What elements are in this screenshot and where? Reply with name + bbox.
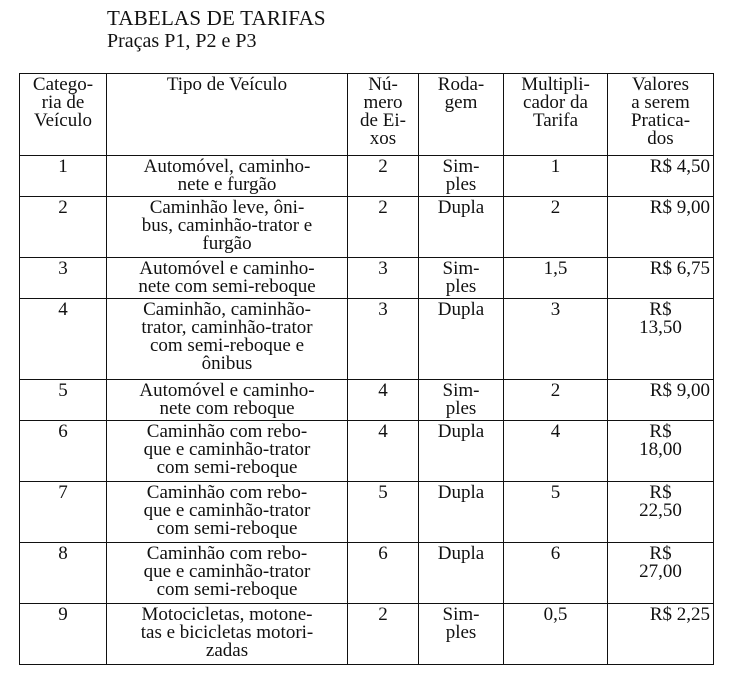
- table-header-row: [20, 74, 714, 156]
- cell-categoria: 6: [20, 421, 107, 482]
- cell-multiplicador: 2: [504, 380, 608, 421]
- page-subtitle: Praças P1, P2 e P3: [107, 30, 257, 52]
- cell-valor: R$ 22,50: [608, 482, 714, 543]
- cell-valor: R$ 9,00: [608, 197, 714, 258]
- cell-eixos: 2: [348, 156, 419, 197]
- cell-rodagem: Sim- ples: [419, 156, 504, 197]
- cell-rodagem: Sim- ples: [419, 258, 504, 299]
- table-row: [20, 543, 714, 604]
- cell-eixos: 5: [348, 482, 419, 543]
- cell-eixos: 4: [348, 380, 419, 421]
- table-row: [20, 299, 714, 380]
- cell-categoria: 5: [20, 380, 107, 421]
- table-row: [20, 482, 714, 543]
- cell-tipo: Caminhão com rebo- que e caminhão-trator com semi-reboque: [107, 543, 348, 604]
- cell-tipo: Caminhão leve, ôni- bus, caminhão-trator e furgão: [107, 197, 348, 258]
- table-row: [20, 380, 714, 421]
- table-row: [20, 421, 714, 482]
- cell-rodagem: Dupla: [419, 197, 504, 258]
- cell-rodagem: Sim- ples: [419, 604, 504, 665]
- cell-eixos: 3: [348, 299, 419, 380]
- cell-rodagem: Dupla: [419, 543, 504, 604]
- cell-categoria: 3: [20, 258, 107, 299]
- cell-eixos: 3: [348, 258, 419, 299]
- cell-multiplicador: 1: [504, 156, 608, 197]
- header-rodagem: Roda- gem: [419, 74, 504, 156]
- page-title: TABELAS DE TARIFAS: [107, 6, 326, 30]
- cell-categoria: 9: [20, 604, 107, 665]
- cell-valor: R$ 9,00: [608, 380, 714, 421]
- tariff-table: [19, 73, 714, 665]
- cell-categoria: 7: [20, 482, 107, 543]
- table-row: [20, 156, 714, 197]
- header-tipo: Tipo de Veículo: [107, 74, 348, 156]
- header-categoria: Catego- ria de Veículo: [20, 74, 107, 156]
- cell-tipo: Automóvel, caminho- nete e furgão: [107, 156, 348, 197]
- document-header: [107, 6, 326, 52]
- cell-eixos: 4: [348, 421, 419, 482]
- cell-multiplicador: 4: [504, 421, 608, 482]
- cell-multiplicador: 6: [504, 543, 608, 604]
- cell-tipo: Caminhão com rebo- que e caminhão-trator com semi-reboque: [107, 482, 348, 543]
- cell-multiplicador: 1,5: [504, 258, 608, 299]
- table-row: [20, 197, 714, 258]
- cell-tipo: Caminhão com rebo- que e caminhão-trator com semi-reboque: [107, 421, 348, 482]
- cell-categoria: 4: [20, 299, 107, 380]
- cell-valor: R$ 2,25: [608, 604, 714, 665]
- cell-tipo: Automóvel e caminho- nete com semi-reboque: [107, 258, 348, 299]
- table-row: [20, 258, 714, 299]
- cell-rodagem: Sim- ples: [419, 380, 504, 421]
- table-row: [20, 604, 714, 665]
- cell-valor: R$ 18,00: [608, 421, 714, 482]
- cell-tipo: Caminhão, caminhão- trator, caminhão-trator com semi-reboque e ônibus: [107, 299, 348, 380]
- cell-valor: R$ 27,00: [608, 543, 714, 604]
- cell-tipo: Motocicletas, motone- tas e bicicletas motori- zadas: [107, 604, 348, 665]
- cell-multiplicador: 0,5: [504, 604, 608, 665]
- cell-multiplicador: 5: [504, 482, 608, 543]
- cell-eixos: 2: [348, 197, 419, 258]
- header-multiplicador: Multipli- cador da Tarifa: [504, 74, 608, 156]
- header-valor: Valores a serem Pratica- dos: [608, 74, 714, 156]
- cell-rodagem: Dupla: [419, 482, 504, 543]
- cell-categoria: 8: [20, 543, 107, 604]
- cell-valor: R$ 13,50: [608, 299, 714, 380]
- cell-rodagem: Dupla: [419, 421, 504, 482]
- cell-eixos: 6: [348, 543, 419, 604]
- cell-multiplicador: 2: [504, 197, 608, 258]
- cell-categoria: 1: [20, 156, 107, 197]
- cell-valor: R$ 4,50: [608, 156, 714, 197]
- cell-valor: R$ 6,75: [608, 258, 714, 299]
- header-eixos: Nú- mero de Ei- xos: [348, 74, 419, 156]
- cell-multiplicador: 3: [504, 299, 608, 380]
- cell-rodagem: Dupla: [419, 299, 504, 380]
- cell-eixos: 2: [348, 604, 419, 665]
- cell-categoria: 2: [20, 197, 107, 258]
- cell-tipo: Automóvel e caminho- nete com reboque: [107, 380, 348, 421]
